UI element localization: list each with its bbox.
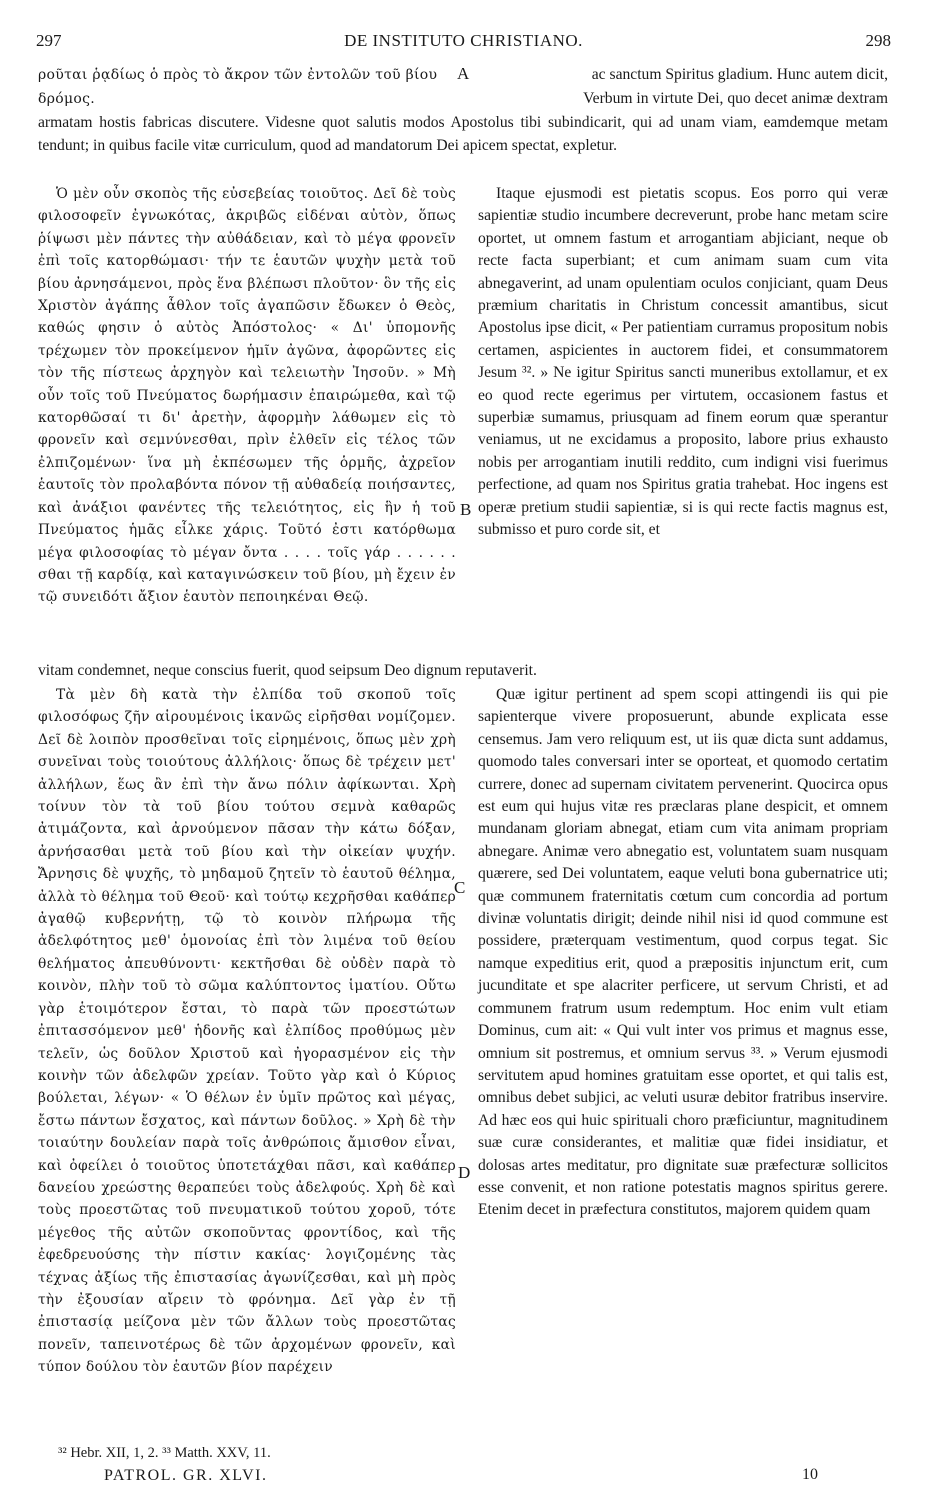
latin-column-section-1 bbox=[478, 183, 888, 645]
greek-column-section-1 bbox=[38, 183, 456, 643]
intro-latin-paragraph: armatam hostis fabricas discutere. Videsne quot salutis modos Apostolus tibi subindicarit, qui ad unam viam, eamdemque metam tendunt; in quibus facile vitæ curriculum, quod ad mandatorum Dei apicem spectat, expletur. bbox=[38, 114, 888, 154]
intro-greek-line-2: δρόμος. bbox=[38, 91, 96, 107]
latin-paragraph-2: Quæ igitur pertinent ad spem scopi attingendi iis qui pie sapienterque vivere proposuerunt, abunde explicata esse censemus. Jam vero reliquum est, ut iis quæ dicta sunt addamus, quomodo tales conversari inter se oporteat, et quomodo certatim currere, donec ad supernam civitatem pervenerint. Quocirca opus est eum qui hujus vitæ res præclaras plane despicit, et omnem mundanam gloriam abnegat, etiam cum vita animam propriam abnegare. Animæ vero abnegatio est, voluntatem suam nusquam quærere, sed Dei voluntatem, eaque veluti bona gubernatrice uti; quæ communem fraternitatis cœtum cum concordia ad portum divinæ voluntatis dirigit; deinde nihil nisi id quod commune est possidere, præterquam vestimentum, quod corpus tegat. Sic namque expeditius erit, quod a præpositis injunctum erit, cum jucunditate et spe alacriter perficere, ut servum Christi, et ad communem fratrum usum redemptum. Hoc enim vult etiam Dominus, cum ait: « Qui vult inter vos primus et magnus esse, omnium sit postremus, et omnium servus ³³. » Verum ejusmodi servitutem apud homines gratuitam esse oportet, et qui talis est, omnibus debet subjici, ac veluti usuræ debitor fratribus inservire. Ad hæc eos qui huic spirituali choro præficiuntur, magnitudinem suæ curæ considerantes, et malitiæ quæ fidei insidiatur, et dolosas artes meditatur, pro dignitate suæ præfecturæ sollicitos esse convenit, et non ratione potestatis magnos spiritus gerere. Etenim decet in præfectura constitutos, majorem quidem quam bbox=[478, 686, 888, 1219]
latin-column-section-2 bbox=[478, 684, 888, 1429]
footer-series-label: PATROL. GR. XLVI. bbox=[104, 1467, 268, 1484]
page-number-right: 298 bbox=[865, 31, 891, 50]
greek-column-section-2 bbox=[38, 684, 456, 1429]
intro-latin-line-2: Verbum in virtute Dei, quo decet animæ dextram bbox=[583, 90, 888, 107]
column-marker-c: C bbox=[454, 878, 466, 897]
latin-paragraph-1: Itaque ejusmodi est pietatis scopus. Eos porro qui veræ sapientiæ studio incumbere decreverunt, probe hanc metam scire oportet, ut omnem fastum et arrogantiam abjiciant, neque ob recte facta superbiant; et cum animam suam cum vita abnegaverint, ad unam opulentiam oculos conjiciant, quam Deus præmium charitatis in Christum concessit amantibus, sicut Apostolus ipse dicit, « Per patientiam curramus propositum nobis certamen, aspicientes in auctorem fidei, et consummatorem Jesum ³². » Ne igitur Spiritus sancti muneribus extollamur, et ex eo quod recte egerimus per virtutem, occasionem fastus et superbiæ sumamus, priusquam ad finem eorum quæ sperantur veniamus, ut ne excidamus a proposito, labore prius exhausto nobis per arrogantiam inutili reddito, cum indigni visi fuerimus perfectione, ad quam nos Spiritus gratia trahebat. Hoc ingens est operæ pretium studii sapientiæ, si is qui recte factis magnus est, submisso et puro corde sit, et bbox=[478, 185, 888, 539]
page-number-left: 297 bbox=[36, 31, 62, 50]
footer-sheet-number: 10 bbox=[802, 1466, 818, 1483]
column-marker-a: A bbox=[457, 64, 470, 83]
footnotes: ³² Hebr. XII, 1, 2. ³³ Matth. XXV, 11. bbox=[58, 1445, 271, 1461]
intro-latin-line-1: ac sanctum Spiritus gladium. Hunc autem dicit, bbox=[591, 66, 888, 83]
page-title: DE INSTITUTO CHRISTIANO. bbox=[344, 31, 583, 50]
bridge-line: vitam condemnet, neque conscius fuerit, quod seipsum Deo dignum reputaverit. bbox=[38, 662, 537, 679]
column-marker-b: B bbox=[460, 500, 472, 519]
intro-greek-line-1: ρoῦται ῥᾳδίως ὁ πρὸς τὸ ἄκρον τῶν ἐντολῶν τοῦ βίου bbox=[38, 67, 438, 83]
greek-paragraph-2: Τὰ μὲν δὴ κατὰ τὴν ἐλπίδα τοῦ σκοποῦ τοῖς φιλοσόφως ζῆν αἱρουμένοις ἱκανῶς εἰρῆσθαι νομίζομεν. Δεῖ δὲ λοιπὸν προσθεῖναι τοῖς εἰρημένοις, ὅπως μὲν χρὴ συνεῖναι τοὺς τοιούτους ἀλλήλοις· ὅπως δὲ τρέχειν μετ' ἀλλήλων, ἕως ἂν ἐπὶ τὴν ἄνω πόλιν ἀφίκωνται. Χρὴ τοίνυν τὸν τὰ τοῦ βίου τούτου σεμνὰ καθαρῶς ἀτιμάζοντα, καὶ ἀρνούμενον πᾶσαν τὴν κάτω δόξαν, ἀρνήσασθαι μετὰ τοῦ βίου καὶ τὴν οἰκείαν ψυχήν. Ἄρνησις δὲ ψυχῆς, τὸ μηδαμοῦ ζητεῖν τὸ ἑαυτοῦ θέλημα, ἀλλὰ τὸ θέλημα τοῦ Θεοῦ· καὶ τούτῳ κεχρῆσθαι καθάπερ ἀγαθῷ κυβερνήτῃ, τῷ τὸ κοινὸν πλήρωμα τῆς ἀδελφότητος μεθ' ὁμονοίας ἐπὶ τὸν λιμένα τοῦ θείου θελήματος ἀπευθύνοντι· κεκτῆσθαι δὲ οὐδὲν παρὰ τὸ κοινὸν, πλὴν τοῦ τὸ σῶμα καλύπτοντος ἱματίου. Οὕτω γὰρ ἑτοιμότερον ἔσται, τὸ παρὰ τῶν προεστώτων ἐπιτασσόμενον μεθ' ἡδονῆς καὶ ἐλπίδος προθύμως μὲν τελεῖν, ὡς δοῦλον Χριστοῦ καὶ ἠγορασμένον εἰς τὴν κοινὴν τῶν ἀδελφῶν χρείαν. Τοῦτο γὰρ καὶ ὁ Κύριος βούλεται, λέγων· « Ὁ θέλων ἐν ὑμῖν πρῶτος καὶ μέγας, ἔστω πάντων ἔσχατος, καὶ πάντων δοῦλος. » Χρὴ δὲ τὴν τοιαύτην δουλείαν παρὰ τοῖς ἀνθρώποις ἄμισθον εἶναι, καὶ ὀφείλει ὁ τοιοῦτος ὑποτετάχθαι πᾶσι, καὶ καθάπερ δανείου χρεώστης θεραπεύει τοὺς ἀδελφούς. Χρὴ δὲ καὶ τοὺς προεστῶτας τοῦ πνευματικοῦ τούτου χοροῦ, τότε μέγεθος τῆς αὐτῶν σκοποῦντας φροντίδος, καὶ τῆς ἐφεδρευούσης τὴν πίστιν κακίας· λογιζομένης τὰς τέχνας ἀξίως τῆς ἐπιστασίας ἀγωνίζεσθαι, καὶ μὴ πρὸς τὴν ἐξουσίαν αἴρειν τὸ φρόνημα. Δεῖ γὰρ ἐν τῇ ἐπιστασίᾳ μείζονα μὲν τῶν ἄλλων τοὺς προεστῶτας πονεῖν, ταπεινοτέρως δὲ τῶν ἀρχομένων φρονεῖν, καὶ τύπον δούλου τὸν ἑαυτῶν βίον παρέχειν bbox=[38, 687, 456, 1376]
greek-paragraph-1: Ὁ μὲν οὖν σκοπὸς τῆς εὐσεβείας τοιοῦτος. Δεῖ δὲ τοὺς φιλοσοφεῖν ἐγνωκότας, ἀκριβῶς εἰδέναι αὐτὸν, ὅπως ῥίψωσι μὲν πάντες τὴν αὐθάδειαν, καὶ τὸ μέγα φρονεῖν ἐπὶ τοῖς κατορθώμασι· τήν τε ἑαυτῶν ψυχὴν μετὰ τοῦ βίου ἀρνησάμενοι, πρὸς ἕνα βλέπωσι πλοῦτον· ὃν τῆς εἰς Χριστὸν ἀγάπης ἆθλον τοῖς ἀγαπῶσιν ἔδωκεν ὁ Θεὸς, καθώς φησιν ὁ αὐτὸς Ἀπόστολος· « Δι' ὑπομονῆς τρέχωμεν τὸν προκείμενον ἡμῖν ἀγῶνα, ἀφορῶντες εἰς τὸν τῆς πίστεως ἀρχηγὸν καὶ τελειωτὴν Ἰησοῦν. » Μὴ οὖν τοῖς τοῦ Πνεύματος δωρήμασιν ἐπαιρώμεθα, καὶ τῷ κατορθῶσαί τι δι' ἀρετὴν, ἀφορμὴν λάθωμεν εἰς τὸ φρονεῖν καὶ σεμνύνεσθαι, πρὶν ἐλθεῖν εἰς τέλος τῶν ἐλπιζομένων· ἵνα μὴ ἐκπέσωμεν τῆς ὁρμῆς, ἀχρεῖον ἑαυτοῖς τὸν προλαβόντα πόνον τῇ αὐθαδείᾳ ποιήσαντες, καὶ ἀνάξιοι φανέντες τῆς τελειότητος, εἰς ἣν ἡ τοῦ Πνεύματος ἡμᾶς εἷλκε χάρις. Τοῦτό ἐστι κατόρθωμα μέγα φιλοσοφίας τὸ μέγαν ὄντα . . . . τοῖς γάρ . . . . . . σθαι τῇ καρδίᾳ, καὶ καταγινώσκειν τοῦ βίου, μὴ ἔχειν ἐν τῷ συνειδότι ἄξιον ἑαυτὸν πεποιηκέναι Θεῷ. bbox=[38, 186, 456, 606]
running-head bbox=[36, 28, 891, 54]
column-marker-d: D bbox=[458, 1163, 471, 1182]
